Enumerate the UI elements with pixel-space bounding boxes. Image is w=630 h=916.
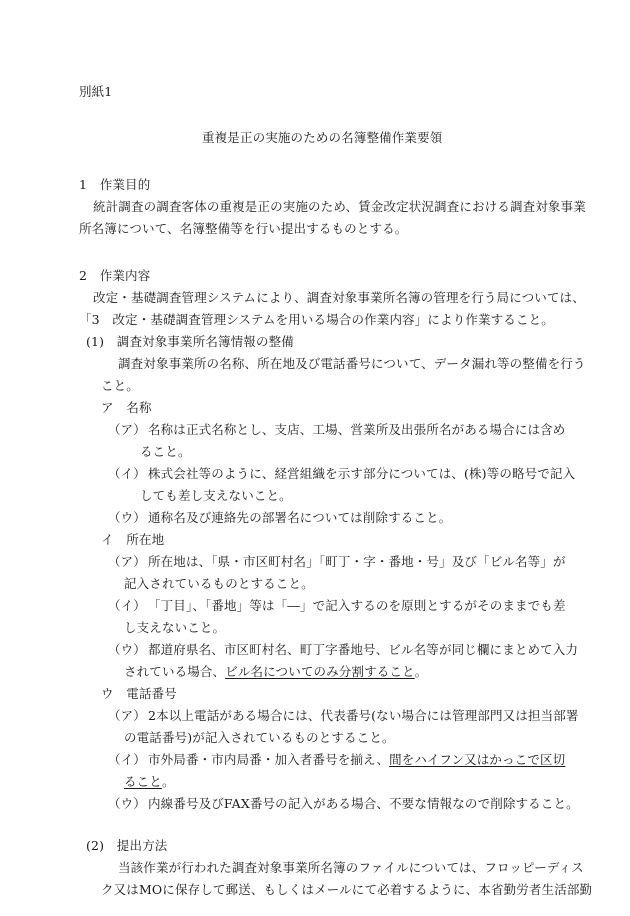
item-text-line: 名称は正式名称とし、支店、工場、営業所及出張所名がある場合には含め [148, 422, 566, 437]
subsection-1-body-line: こと。 [101, 378, 139, 393]
item-number: （ウ） [108, 510, 146, 525]
item-text-segment: 市外局番・市内局番・加入者番号を揃え、 [148, 752, 390, 767]
item-text-line: 内線番号及びFAX番号の記入がある場合、不要な情報なので削除すること。 [148, 796, 579, 811]
underlined-text: ビル名についてのみ分割すること [225, 664, 415, 679]
item-number: （イ） [108, 598, 146, 613]
section-1-heading: 1 作業目的 [79, 177, 151, 192]
item-number: （ア） [108, 708, 146, 723]
item-text-segment: 。 [161, 774, 175, 789]
item-text-line: し支えないこと。 [124, 620, 226, 635]
section-2-intro-line: 「3 改定・基礎調査管理システムを用いる場合の作業内容」により作業すること。 [79, 312, 554, 327]
subsection-2-heading: (2) 提出方法 [86, 838, 168, 853]
item-text-line: ること。 [140, 444, 191, 459]
item-number: （ウ） [108, 796, 146, 811]
section-2-heading: 2 作業内容 [79, 268, 151, 283]
item-text-line: の電話番号)が記入されているものとすること。 [124, 730, 395, 745]
item-text-line: 「丁目」、「番地」等は「―」で記入するのを原則とするがそのままでも差 [148, 598, 566, 613]
item-text-line: 記入されているものとすること。 [124, 576, 314, 591]
item-number: （ア） [108, 554, 146, 569]
item-text-line [148, 752, 565, 768]
item-text-line: 所在地は、「県・市区町村名」「町丁・字・番地・号」及び「ビル名等」が [148, 554, 566, 569]
item-number: （ア） [108, 422, 146, 437]
item-text-line: しても差し支えないこと。 [140, 488, 292, 503]
subsection-1-heading: (1) 調査対象事業所名簿情報の整備 [86, 334, 294, 349]
item-text-line: 都道府県名、市区町村名、町丁字番地号、ビル名等が同じ欄にまとめて入力 [148, 642, 579, 657]
item-b-heading: イ 所在地 [101, 532, 165, 547]
section-2-intro-line: 改定・基礎調査管理システムにより、調査対象事業所名簿の管理を行う局については、 [93, 290, 585, 305]
document-title: 重複是正の実施のための名簿整備作業要領 [202, 130, 443, 145]
section-1-body-line: 所名簿について、名簿整備等を行い提出するものとする。 [79, 221, 408, 236]
subsection-2-body-line: 当該作業が行われた調査対象事業所名簿のファイルについては、フロッピーディス [118, 860, 584, 875]
item-a-heading: ア 名称 [101, 400, 152, 415]
item-text-line [124, 664, 427, 680]
item-number: （イ） [108, 752, 146, 767]
item-text-segment: されている場合、 [124, 664, 226, 679]
section-1-body-line: 統計調査の調査客体の重複是正の実施のため、賃金改定状況調査における調査対象事業 [93, 199, 586, 214]
item-number: （ウ） [108, 642, 146, 657]
attachment-label: 別紙1 [79, 84, 113, 99]
item-c-heading: ウ 電話番号 [101, 686, 177, 701]
item-text-segment: 。 [414, 664, 428, 679]
item-text-line: 通称名及び連絡先の部署名については削除すること。 [148, 510, 452, 525]
item-text-line: 株式会社等のように、経営組織を示す部分については、(株)等の略号で記入 [148, 466, 576, 481]
item-text-line: 2本以上電話がある場合には、代表番号(ない場合には管理部門又は担当部署 [148, 708, 579, 723]
subsection-2-body-line: ク又はMOに保存して郵送、もしくはメールにて必着するように、本省勤労者生活部勤 [101, 882, 593, 897]
item-number: （イ） [108, 466, 146, 481]
subsection-1-body-line: 調査対象事業所の名称、所在地及び電話番号について、データ漏れ等の整備を行う [118, 356, 586, 371]
underlined-text: ること [124, 774, 162, 789]
item-text-line [124, 774, 175, 790]
underlined-text: 間をハイフン又はかっこで区切 [389, 752, 566, 767]
